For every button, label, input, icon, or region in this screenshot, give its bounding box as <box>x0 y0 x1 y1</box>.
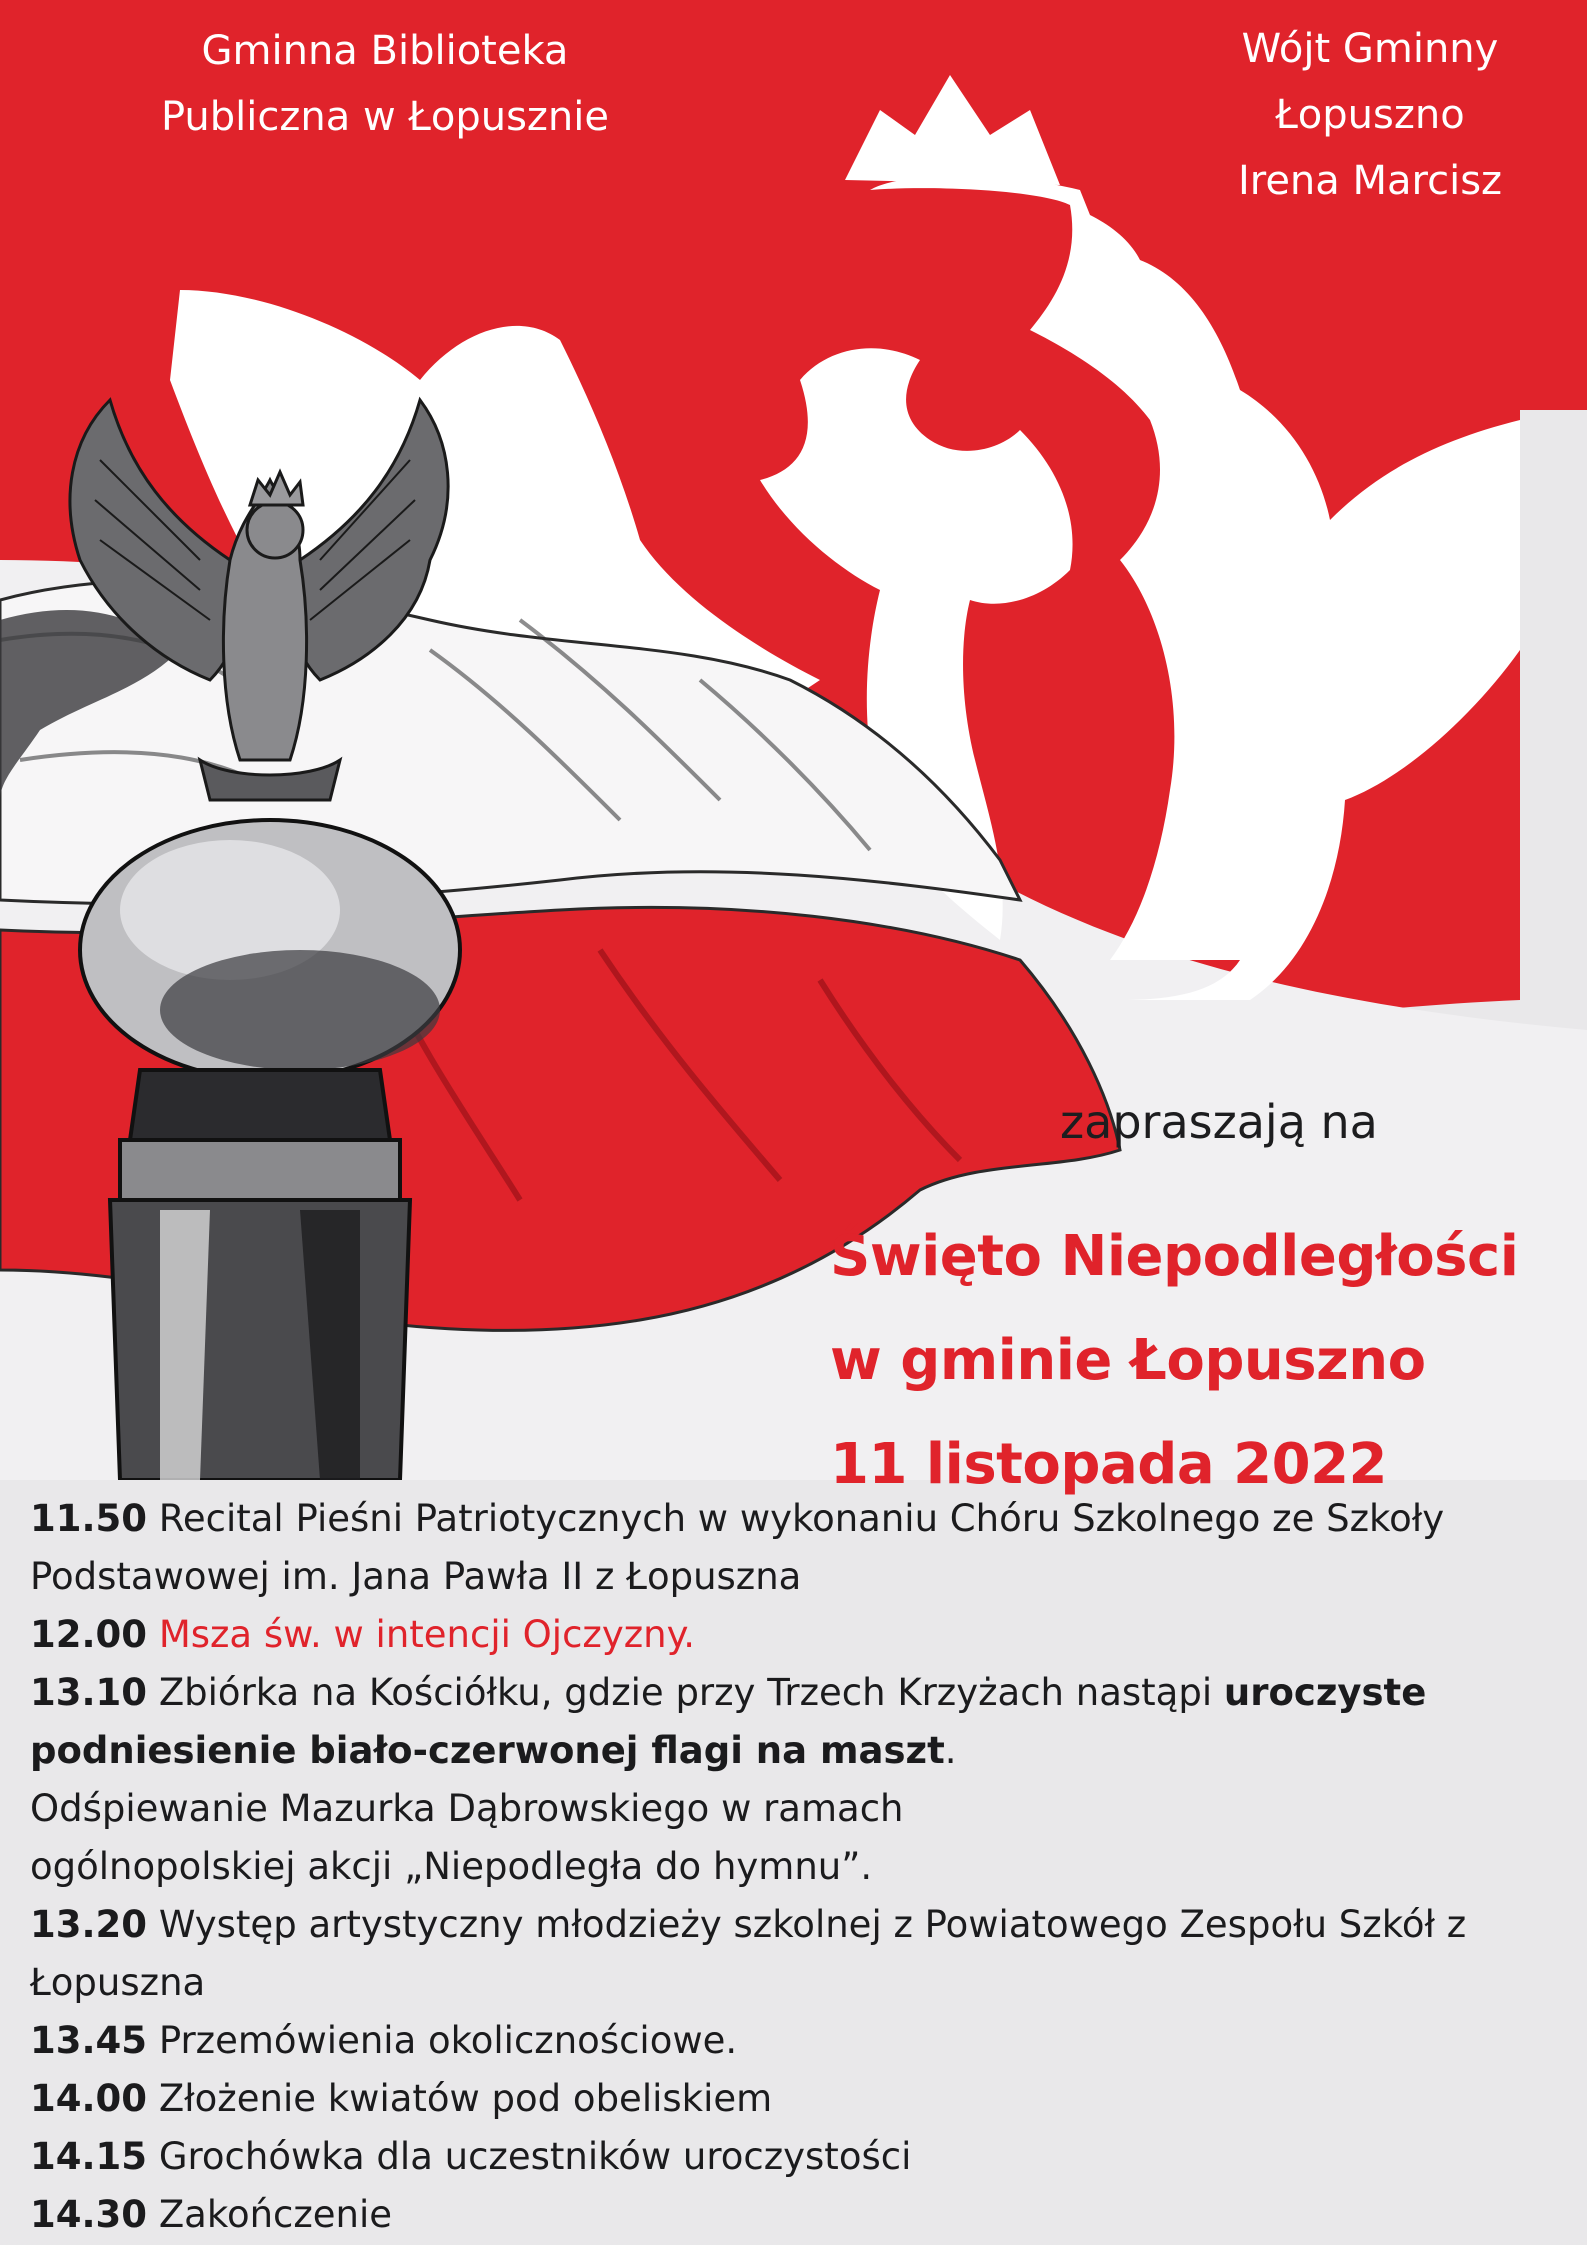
program-time: 14.00 <box>30 2077 148 2120</box>
program-item-continued: Odśpiewanie Mazurka Dąbrowskiego w ramach <box>30 1787 904 1830</box>
program-time: 14.15 <box>30 2135 148 2178</box>
program-item-continued: Podstawowej im. Jana Pawła II z Łopuszna <box>30 1555 802 1598</box>
organizer-library-line2: Publiczna w Łopusznie <box>161 94 609 140</box>
program-time: 13.10 <box>30 1671 148 1714</box>
program-time: 13.45 <box>30 2019 148 2062</box>
program-item <box>30 1664 1570 1722</box>
organizer-library <box>110 18 660 150</box>
program-item-continued <box>30 1722 1570 1780</box>
program-item <box>30 1896 1570 1954</box>
program-text: Złożenie kwiatów pod obeliskiem <box>158 2077 773 2120</box>
organizer-mayor <box>1160 16 1580 214</box>
program-text: Przemówienia okolicznościowe. <box>158 2019 738 2062</box>
program-text: Recital Pieśni Patriotycznych w wykonaniu Chóru Szkolnego ze Szkoły <box>147 1497 1445 1540</box>
program-text-bold: uroczyste <box>1223 1671 1427 1714</box>
program-text: Zakończenie <box>158 2193 393 2236</box>
program-text: Msza św. w intencji Ojczyzny. <box>158 1613 695 1656</box>
program-item <box>30 1490 1570 1548</box>
program-text: Występ artystyczny młodzieży szkolnej z Powiatowego Zespołu Szkół z <box>158 1903 1467 1946</box>
program-text-bold: podniesienie biało-czerwonej flagi na maszt <box>30 1729 945 1772</box>
organizer-mayor-line3: Irena Marcisz <box>1237 158 1503 204</box>
program-text: Zbiórka na Kościółku, gdzie przy Trzech Krzyżach nastąpi <box>158 1671 1224 1714</box>
event-title-line1: Święto Niepodległości <box>830 1224 1519 1289</box>
program-item <box>30 2186 1570 2244</box>
event-program <box>30 1490 1570 2244</box>
event-title-line2: w gminie Łopuszno <box>830 1328 1426 1393</box>
program-time: 11.50 <box>30 1497 148 1540</box>
organizer-mayor-line2: Łopuszno <box>1275 92 1465 138</box>
program-time: 12.00 <box>30 1613 148 1656</box>
invite-text: zapraszają na <box>1060 1095 1378 1149</box>
program-item <box>30 2012 1570 2070</box>
program-item-continued: ogólnopolskiej akcji „Niepodległa do hymnu”. <box>30 1845 873 1888</box>
event-date: 11 listopada 2022 <box>830 1432 1387 1497</box>
program-item <box>30 2128 1570 2186</box>
organizer-library-line1: Gminna Biblioteka <box>201 28 569 74</box>
program-item-continued: Łopuszna <box>30 1961 206 2004</box>
program-text: Grochówka dla uczestników uroczystości <box>158 2135 912 2178</box>
organizer-mayor-line1: Wójt Gminny <box>1241 26 1499 72</box>
program-item <box>30 2070 1570 2128</box>
program-time: 13.20 <box>30 1903 148 1946</box>
event-title <box>830 1205 1587 1517</box>
program-text: . <box>944 1729 957 1772</box>
program-item <box>30 1606 1570 1664</box>
program-time: 14.30 <box>30 2193 148 2236</box>
